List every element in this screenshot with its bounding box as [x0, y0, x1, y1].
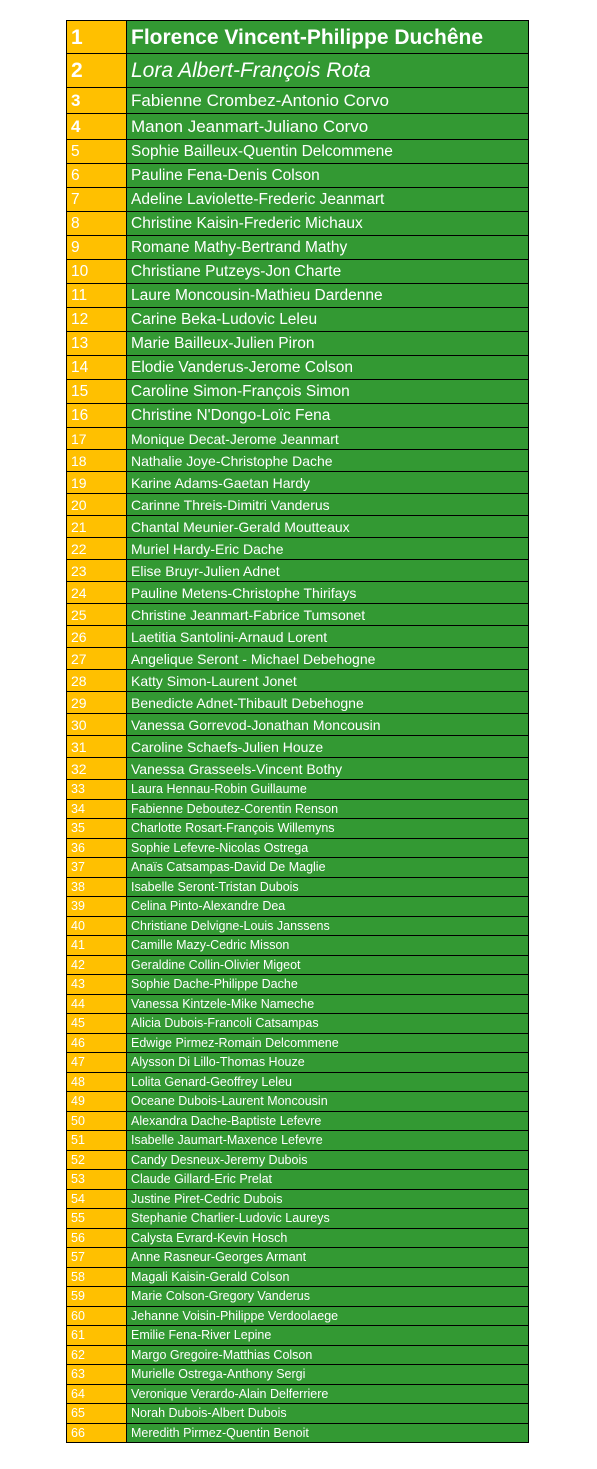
- table-row: [67, 560, 529, 582]
- pair-name-cell: Alysson Di Lillo-Thomas Houze: [127, 1053, 529, 1073]
- table-row: [67, 626, 529, 648]
- pair-name-cell: Katty Simon-Laurent Jonet: [127, 670, 529, 692]
- table-row: [67, 428, 529, 450]
- pair-name-cell: Celina Pinto-Alexandre Dea: [127, 897, 529, 917]
- table-row: [67, 21, 529, 54]
- rank-cell: 62: [67, 1345, 127, 1365]
- pair-name-cell: Christine Jeanmart-Fabrice Tumsonet: [127, 604, 529, 626]
- pair-name-cell: Anne Rasneur-Georges Armant: [127, 1248, 529, 1268]
- pair-name-cell: Norah Dubois-Albert Dubois: [127, 1404, 529, 1424]
- table-row: [67, 936, 529, 956]
- pair-name-cell: Candy Desneux-Jeremy Dubois: [127, 1150, 529, 1170]
- rank-cell: 66: [67, 1423, 127, 1443]
- table-row: [67, 858, 529, 878]
- table-row: [67, 582, 529, 604]
- pair-name-cell: Camille Mazy-Cedric Misson: [127, 936, 529, 956]
- pair-name-cell: Marie Colson-Gregory Vanderus: [127, 1287, 529, 1307]
- table-row: [67, 838, 529, 858]
- pair-name-cell: Justine Piret-Cedric Dubois: [127, 1189, 529, 1209]
- pair-name-cell: Christiane Putzeys-Jon Charte: [127, 260, 529, 284]
- rank-cell: 31: [67, 736, 127, 758]
- table-row: [67, 1287, 529, 1307]
- pair-name-cell: Lolita Genard-Geoffrey Leleu: [127, 1072, 529, 1092]
- pair-name-cell: Muriel Hardy-Eric Dache: [127, 538, 529, 560]
- rank-cell: 3: [67, 88, 127, 114]
- pair-name-cell: Alexandra Dache-Baptiste Lefevre: [127, 1111, 529, 1131]
- rank-cell: 5: [67, 140, 127, 164]
- table-row: [67, 1072, 529, 1092]
- pair-name-cell: Sophie Lefevre-Nicolas Ostrega: [127, 838, 529, 858]
- pair-name-cell: Adeline Laviolette-Frederic Jeanmart: [127, 188, 529, 212]
- pair-name-cell: Romane Mathy-Bertrand Mathy: [127, 236, 529, 260]
- rank-cell: 51: [67, 1131, 127, 1151]
- table-row: [67, 1248, 529, 1268]
- table-row: [67, 332, 529, 356]
- table-row: [67, 88, 529, 114]
- rank-cell: 59: [67, 1287, 127, 1307]
- table-row: [67, 916, 529, 936]
- ranking-table: [66, 20, 529, 1443]
- rank-cell: 8: [67, 212, 127, 236]
- rank-cell: 9: [67, 236, 127, 260]
- table-row: [67, 780, 529, 800]
- rank-cell: 30: [67, 714, 127, 736]
- rank-cell: 1: [67, 21, 127, 54]
- table-row: [67, 1267, 529, 1287]
- table-row: [67, 472, 529, 494]
- rank-cell: 65: [67, 1404, 127, 1424]
- rank-cell: 4: [67, 114, 127, 140]
- rank-cell: 24: [67, 582, 127, 604]
- table-row: [67, 799, 529, 819]
- rank-cell: 61: [67, 1326, 127, 1346]
- rank-cell: 23: [67, 560, 127, 582]
- rank-cell: 2: [67, 54, 127, 88]
- rank-cell: 56: [67, 1228, 127, 1248]
- rank-cell: 25: [67, 604, 127, 626]
- table-row: [67, 975, 529, 995]
- pair-name-cell: Chantal Meunier-Gerald Moutteaux: [127, 516, 529, 538]
- pair-name-cell: Pauline Metens-Christophe Thirifays: [127, 582, 529, 604]
- rank-cell: 36: [67, 838, 127, 858]
- pair-name-cell: Lora Albert-François Rota: [127, 54, 529, 88]
- rank-cell: 15: [67, 380, 127, 404]
- table-row: [67, 648, 529, 670]
- table-row: [67, 164, 529, 188]
- table-row: [67, 516, 529, 538]
- rank-cell: 7: [67, 188, 127, 212]
- pair-name-cell: Magali Kaisin-Gerald Colson: [127, 1267, 529, 1287]
- table-row: [67, 1033, 529, 1053]
- rank-cell: 19: [67, 472, 127, 494]
- pair-name-cell: Elodie Vanderus-Jerome Colson: [127, 356, 529, 380]
- table-row: [67, 1053, 529, 1073]
- table-row: [67, 714, 529, 736]
- table-row: [67, 212, 529, 236]
- rank-cell: 40: [67, 916, 127, 936]
- table-row: [67, 284, 529, 308]
- pair-name-cell: Margo Gregoire-Matthias Colson: [127, 1345, 529, 1365]
- rank-cell: 11: [67, 284, 127, 308]
- rank-cell: 34: [67, 799, 127, 819]
- rank-cell: 55: [67, 1209, 127, 1229]
- table-row: [67, 1423, 529, 1443]
- rank-cell: 17: [67, 428, 127, 450]
- pair-name-cell: Fabienne Deboutez-Corentin Renson: [127, 799, 529, 819]
- rank-cell: 26: [67, 626, 127, 648]
- rank-cell: 38: [67, 877, 127, 897]
- table-row: [67, 1092, 529, 1112]
- table-row: [67, 1209, 529, 1229]
- pair-name-cell: Laura Hennau-Robin Guillaume: [127, 780, 529, 800]
- rank-cell: 6: [67, 164, 127, 188]
- table-row: [67, 404, 529, 428]
- rank-cell: 46: [67, 1033, 127, 1053]
- rank-cell: 43: [67, 975, 127, 995]
- table-row: [67, 1404, 529, 1424]
- rank-cell: 27: [67, 648, 127, 670]
- rank-cell: 37: [67, 858, 127, 878]
- rank-cell: 41: [67, 936, 127, 956]
- rank-cell: 47: [67, 1053, 127, 1073]
- pair-name-cell: Elise Bruyr-Julien Adnet: [127, 560, 529, 582]
- rank-cell: 13: [67, 332, 127, 356]
- pair-name-cell: Laetitia Santolini-Arnaud Lorent: [127, 626, 529, 648]
- pair-name-cell: Monique Decat-Jerome Jeanmart: [127, 428, 529, 450]
- pair-name-cell: Fabienne Crombez-Antonio Corvo: [127, 88, 529, 114]
- pair-name-cell: Caroline Schaefs-Julien Houze: [127, 736, 529, 758]
- table-row: [67, 692, 529, 714]
- pair-name-cell: Christine Kaisin-Frederic Michaux: [127, 212, 529, 236]
- pair-name-cell: Alicia Dubois-Francoli Catsampas: [127, 1014, 529, 1034]
- rank-cell: 50: [67, 1111, 127, 1131]
- table-row: [67, 1131, 529, 1151]
- ranking-body: [67, 21, 529, 1443]
- table-row: [67, 897, 529, 917]
- rank-cell: 44: [67, 994, 127, 1014]
- rank-cell: 42: [67, 955, 127, 975]
- pair-name-cell: Anaïs Catsampas-David De Maglie: [127, 858, 529, 878]
- table-row: [67, 670, 529, 692]
- table-row: [67, 54, 529, 88]
- rank-cell: 14: [67, 356, 127, 380]
- pair-name-cell: Isabelle Seront-Tristan Dubois: [127, 877, 529, 897]
- pair-name-cell: Sophie Dache-Philippe Dache: [127, 975, 529, 995]
- table-row: [67, 236, 529, 260]
- table-row: [67, 114, 529, 140]
- table-row: [67, 356, 529, 380]
- rank-cell: 52: [67, 1150, 127, 1170]
- table-row: [67, 188, 529, 212]
- table-row: [67, 604, 529, 626]
- table-row: [67, 1189, 529, 1209]
- rank-cell: 32: [67, 758, 127, 780]
- rank-cell: 33: [67, 780, 127, 800]
- pair-name-cell: Vanessa Gorrevod-Jonathan Moncousin: [127, 714, 529, 736]
- table-row: [67, 538, 529, 560]
- table-row: [67, 1228, 529, 1248]
- pair-name-cell: Vanessa Kintzele-Mike Nameche: [127, 994, 529, 1014]
- table-row: [67, 1170, 529, 1190]
- pair-name-cell: Christine N'Dongo-Loïc Fena: [127, 404, 529, 428]
- pair-name-cell: Pauline Fena-Denis Colson: [127, 164, 529, 188]
- rank-cell: 48: [67, 1072, 127, 1092]
- pair-name-cell: Jehanne Voisin-Philippe Verdoolaege: [127, 1306, 529, 1326]
- table-row: [67, 819, 529, 839]
- table-row: [67, 877, 529, 897]
- table-row: [67, 450, 529, 472]
- pair-name-cell: Laure Moncousin-Mathieu Dardenne: [127, 284, 529, 308]
- pair-name-cell: Isabelle Jaumart-Maxence Lefevre: [127, 1131, 529, 1151]
- pair-name-cell: Charlotte Rosart-François Willemyns: [127, 819, 529, 839]
- rank-cell: 29: [67, 692, 127, 714]
- pair-name-cell: Stephanie Charlier-Ludovic Laureys: [127, 1209, 529, 1229]
- rank-cell: 60: [67, 1306, 127, 1326]
- pair-name-cell: Angelique Seront - Michael Debehogne: [127, 648, 529, 670]
- table-row: [67, 494, 529, 516]
- table-row: [67, 994, 529, 1014]
- rank-cell: 12: [67, 308, 127, 332]
- table-row: [67, 1306, 529, 1326]
- rank-cell: 21: [67, 516, 127, 538]
- rank-cell: 49: [67, 1092, 127, 1112]
- pair-name-cell: Emilie Fena-River Lepine: [127, 1326, 529, 1346]
- rank-cell: 39: [67, 897, 127, 917]
- pair-name-cell: Claude Gillard-Eric Prelat: [127, 1170, 529, 1190]
- table-row: [67, 758, 529, 780]
- pair-name-cell: Christiane Delvigne-Louis Janssens: [127, 916, 529, 936]
- pair-name-cell: Nathalie Joye-Christophe Dache: [127, 450, 529, 472]
- table-row: [67, 1384, 529, 1404]
- rank-cell: 18: [67, 450, 127, 472]
- rank-cell: 45: [67, 1014, 127, 1034]
- rank-cell: 10: [67, 260, 127, 284]
- pair-name-cell: Carine Beka-Ludovic Leleu: [127, 308, 529, 332]
- rank-cell: 57: [67, 1248, 127, 1268]
- table-row: [67, 1345, 529, 1365]
- table-row: [67, 1014, 529, 1034]
- rank-cell: 22: [67, 538, 127, 560]
- table-row: [67, 1365, 529, 1385]
- rank-cell: 58: [67, 1267, 127, 1287]
- pair-name-cell: Sophie Bailleux-Quentin Delcommene: [127, 140, 529, 164]
- pair-name-cell: Manon Jeanmart-Juliano Corvo: [127, 114, 529, 140]
- pair-name-cell: Oceane Dubois-Laurent Moncousin: [127, 1092, 529, 1112]
- rank-cell: 63: [67, 1365, 127, 1385]
- table-row: [67, 736, 529, 758]
- pair-name-cell: Geraldine Collin-Olivier Migeot: [127, 955, 529, 975]
- table-row: [67, 955, 529, 975]
- pair-name-cell: Edwige Pirmez-Romain Delcommene: [127, 1033, 529, 1053]
- rank-cell: 28: [67, 670, 127, 692]
- pair-name-cell: Carinne Threis-Dimitri Vanderus: [127, 494, 529, 516]
- table-row: [67, 1326, 529, 1346]
- pair-name-cell: Murielle Ostrega-Anthony Sergi: [127, 1365, 529, 1385]
- pair-name-cell: Calysta Evrard-Kevin Hosch: [127, 1228, 529, 1248]
- rank-cell: 20: [67, 494, 127, 516]
- pair-name-cell: Vanessa Grasseels-Vincent Bothy: [127, 758, 529, 780]
- rank-cell: 53: [67, 1170, 127, 1190]
- pair-name-cell: Caroline Simon-François Simon: [127, 380, 529, 404]
- table-row: [67, 1150, 529, 1170]
- table-row: [67, 308, 529, 332]
- table-row: [67, 380, 529, 404]
- pair-name-cell: Benedicte Adnet-Thibault Debehogne: [127, 692, 529, 714]
- rank-cell: 16: [67, 404, 127, 428]
- pair-name-cell: Marie Bailleux-Julien Piron: [127, 332, 529, 356]
- table-row: [67, 260, 529, 284]
- pair-name-cell: Karine Adams-Gaetan Hardy: [127, 472, 529, 494]
- pair-name-cell: Veronique Verardo-Alain Delferriere: [127, 1384, 529, 1404]
- pair-name-cell: Florence Vincent-Philippe Duchêne: [127, 21, 529, 54]
- pair-name-cell: Meredith Pirmez-Quentin Benoit: [127, 1423, 529, 1443]
- table-row: [67, 1111, 529, 1131]
- rank-cell: 64: [67, 1384, 127, 1404]
- rank-cell: 35: [67, 819, 127, 839]
- table-row: [67, 140, 529, 164]
- rank-cell: 54: [67, 1189, 127, 1209]
